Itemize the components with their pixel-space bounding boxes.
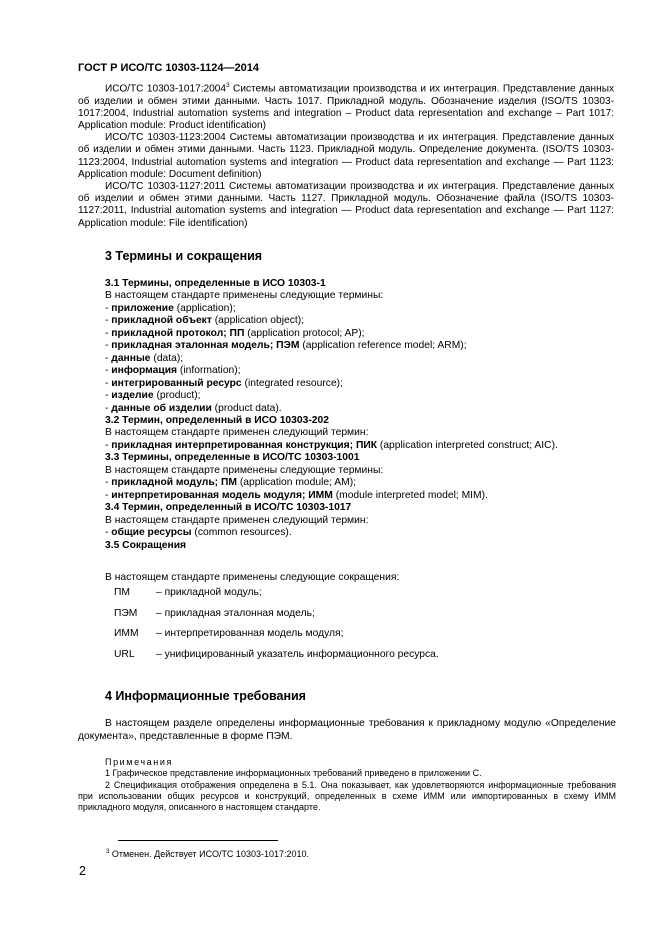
document-header: ГОСТ Р ИСО/ТС 10303-1124—2014 xyxy=(78,62,259,74)
note-item: 1 Графическое представление информационных требований приведено в приложении C. xyxy=(105,768,482,779)
normative-references xyxy=(78,80,614,230)
term-item: - общие ресурсы (common resources). xyxy=(105,527,292,539)
reference-item: ИСО/ТС 10303-1123:2004 Системы автоматизации производства и их интеграция. Представление данных об изделии и обмен этими данными. Часть 1123. Прикладной модуль. Определение документа. (ISO/TS 10303-1123:2004, Industrial automation systems and integration — Product data representation and exchange — Part 1123: Application module: Document definition) xyxy=(78,132,614,180)
term-item: - приложение (application); xyxy=(105,302,236,314)
notes-block xyxy=(78,757,616,813)
section-3-terms xyxy=(105,278,615,552)
term-item: - данные об изделии (product data). xyxy=(105,402,282,414)
notes-title: Примечания xyxy=(105,757,173,767)
subsection-3-5-heading: 3.5 Сокращения xyxy=(105,539,187,551)
abbreviation-row: ПЭМ – прикладная эталонная модель; xyxy=(114,607,315,619)
abbreviations-intro: В настоящем стандарте применены следующие сокращения: xyxy=(105,572,400,583)
term-item: - прикладной модуль; ПМ (application module; AM); xyxy=(105,477,356,489)
footnote-separator xyxy=(118,840,278,841)
term-item: - интерпретированная модель модуля; ИММ (module interpreted model; MIM). xyxy=(105,489,488,501)
subsection-intro: В настоящем стандарте применены следующие термины: xyxy=(105,290,384,302)
note-item: 2 Спецификация отображения определена в 5.1. Она показывает, как удовлетворяются информационные требования при использовании общих ресурсов и конструкций, определенных в схеме ИММ или импортированных в схему ИММ прикладного модуля, описанного в настоящем стандарте. xyxy=(78,779,616,813)
reference-item: ИСО/ТС 10303-1127:2011 Системы автоматизации производства и их интеграция. Представление данных об изделии и обмен этими данными. Часть 1127. Прикладной модуль. Обозначение файла (ISO/TS 10303-1127:2011, Industrial automation systems and integration — Product data representation and exchange — Part 1127: Application module: File identification) xyxy=(78,180,614,229)
footnote: $^3$ Отменен. Действует ИСО/ТС 10303-1017:2010. xyxy=(106,849,310,859)
page-number: 2 xyxy=(79,864,86,878)
section-4-heading: 4 Информационные требования xyxy=(105,689,306,703)
subsection-3-3-heading: 3.3 Термины, определенные в ИСО/ТС 10303-1001 xyxy=(105,452,360,464)
term-item: - интегрированный ресурс (integrated resource); xyxy=(105,377,343,389)
abbreviation-row: ИММ – интерпретированная модель модуля; xyxy=(114,628,344,640)
subsection-intro: В настоящем стандарте применены следующие термины: xyxy=(105,464,384,476)
subsection-3-1-heading: 3.1 Термины, определенные в ИСО 10303-1 xyxy=(105,278,326,289)
subsection-3-2-heading: 3.2 Термин, определенный в ИСО 10303-202 xyxy=(105,414,329,426)
term-item: - данные (data); xyxy=(105,352,184,364)
subsection-intro: В настоящем стандарте применен следующий термин: xyxy=(105,427,369,439)
term-item: - прикладной протокол; ПП (application protocol; AP); xyxy=(105,327,365,339)
subsection-3-4-heading: 3.4 Термин, определенный в ИСО/ТС 10303-1017 xyxy=(105,502,352,514)
abbreviations-list xyxy=(114,583,439,666)
term-item: - прикладная эталонная модель; ПЭМ (application reference model; ARM); xyxy=(105,340,467,352)
section-4-paragraph: В настоящем разделе определены информационные требования к прикладному модулю «Определение документа», представленные в форме ПЭМ. xyxy=(78,718,616,742)
abbreviation-row: URL – унифицированный указатель информационного ресурса. xyxy=(114,649,439,661)
term-item: - информация (information); xyxy=(105,365,241,377)
abbreviation-row: ПМ – прикладной модуль; xyxy=(114,587,262,598)
term-item: - прикладной объект (application object); xyxy=(105,315,305,327)
term-item: - прикладная интерпретированная конструкция; ПИК (application interpreted construct; AIC). xyxy=(105,439,558,451)
reference-item: ИСО/ТС 10303-1017:2004$^3$ Системы автоматизации производства и их интеграция. Представление данных об изделии и обмен этими данными. Часть 1017. Прикладной модуль. Обозначение изделия (ISO/TS 10303-1017:2004, Industrial automation systems and integration – Product data representation and exchange – Part 1017: Application module: Product identification) xyxy=(78,82,614,131)
term-item: - изделие (product); xyxy=(105,390,201,402)
section-3-heading: 3 Термины и сокращения xyxy=(105,249,263,263)
subsection-intro: В настоящем стандарте применен следующий термин: xyxy=(105,514,369,526)
